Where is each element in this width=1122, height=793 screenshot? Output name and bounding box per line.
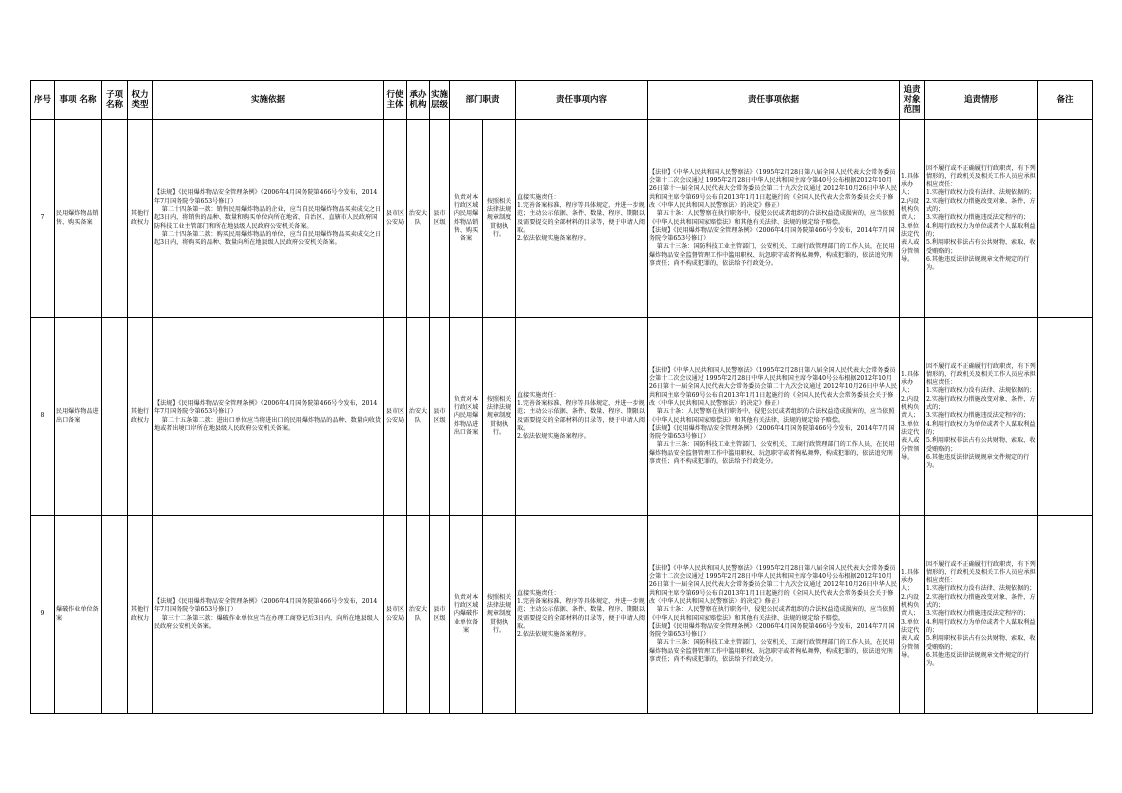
header-row	[31, 81, 1093, 120]
cell-seq: 8	[31, 318, 55, 516]
header-org: 承办机构	[407, 81, 430, 120]
table-row	[31, 120, 1093, 318]
header-duty: 部门职责	[450, 81, 516, 120]
cell-scope: 1.具体承办人； 2.内设机构负责人； 3.单位法定代表人或分管领导。	[900, 120, 925, 318]
cell-duty: 负责对本行政区域内爆破作业单位备案	[450, 516, 483, 714]
cell-basis: 【法规】《民用爆炸物品安全管理条例》（2006年4月国务院第466号令发布，2014年7月国务院令第653号修订） 第二十四条第一款：销售民用爆炸物品的企业，应当自民用爆炸物品买卖成交之日起3日内，将销售的品种、数量和购买单位向所在地省、自治区、直辖市人民政府国防科技工业主管部门和所在地县级人民政府公安机关备案。 第二十四条第二款：购买民用爆炸物品的单位，应当自民用爆炸物品买卖成交之日起3日内，将购买的品种、数量向所在地县级人民政府公安机关备案。	[153, 120, 384, 318]
cell-circ: 因不履行或不正确履行行政职责，有下列情形的，行政机关及相关工作人员应承担相应责任： 1.实施行政权力没有法律、法规依据的； 2.实施行政权力措施改变对象、条件、方式的； 3.实施行政权力措施违反法定程序的； 4.利用行政权力为单位或者个人谋取利益的； 5.利用职权非法占有公共财物、索取、收受贿赂的； 6.其他违反法律法规规章文件规定的行为。	[925, 318, 1038, 516]
cell-level: 县市区级	[430, 120, 450, 318]
cell-subject: 县市区公安局	[384, 120, 407, 318]
cell-legal: 【法律】《中华人民共和国人民警察法》（1995年2月28日第八届全国人民代表大会常务委员会第十二次会议通过 1995年2月28日中华人民共和国主席令第40号公布根据2012年10月26日第十一届全国人民代表大会常务委员会第二十九次会议通过 2012年10月26日中华人民共和国主席令第69号公布自2013年1月1日起施行的《全国人民代表大会常务委员会关于修改〈中华人民共和国人民警察法〉的决定》修正） 第五十条：人民警察在执行职务中，侵犯公民或者组织的合法权益造成损害的，应当依照《中华人民共和国国家赔偿法》和其他有关法律、法规的规定给予赔偿。 【法规】《民用爆炸物品安全管理条例》（2006年4月国务院第466号令发布，2014年7月国务院令第653号修订） 第五十三条：国防科技工业主管部门、公安机关、工商行政管理部门的工作人员，在民用爆炸物品安全监督管理工作中滥用职权、玩忽职守或者徇私舞弊，构成犯罪的，依法追究刑事责任；尚不构成犯罪的，依法给予行政处分。	[648, 516, 900, 714]
cell-duty: 负责对本行政区域内民用爆炸物品销售、购买备案	[450, 120, 483, 318]
header-item-name: 事项 名称	[55, 81, 102, 120]
header-note: 备注	[1038, 81, 1093, 120]
cell-power-type: 其他行政权力	[128, 516, 153, 714]
cell-org: 治安大队	[407, 516, 430, 714]
cell-note	[1038, 318, 1093, 516]
table-row	[31, 318, 1093, 516]
cell-resp: 直接实施责任： 1.完善备案标准、程序等具体规定，并进一步规范；主动公示依据、条件、数量、程序、期限以及需要提交的全部材料的目录等，便于申请人阅取。 2.依法依规实施备案程序。	[516, 318, 648, 516]
cell-duty-execution: 按照相关法律法规规章制度贯彻执行。	[483, 318, 516, 516]
cell-power-type: 其他行政权力	[128, 120, 153, 318]
cell-scope: 1.具体承办人； 2.内设机构负责人； 3.单位法定代表人或分管领导。	[900, 318, 925, 516]
cell-item-name: 爆破作业单位备案	[55, 516, 102, 714]
cell-basis: 【法规】《民用爆炸物品安全管理条例》（2006年4月国务院第466号令发布，2014年7月国务院令第653号修订） 第三十二条第三款：爆破作业单位应当在办理工商登记后3日内，向所在地县级人民政府公安机关备案。	[153, 516, 384, 714]
cell-basis: 【法规】《民用爆炸物品安全管理条例》（2006年4月国务院第466号令发布，2014年7月国务院令第653号修订） 第二十五条第二款：进出口单位应当将进出口的民用爆炸物品的品种、数量向收货地或者出境口岸所在地县级人民政府公安机关备案。	[153, 318, 384, 516]
header-sub-item: 子项名称	[102, 81, 128, 120]
header-legal: 责任事项依据	[648, 81, 900, 120]
cell-item-name: 民用爆炸物品销售、购买备案	[55, 120, 102, 318]
cell-note	[1038, 120, 1093, 318]
header-level: 实施层级	[430, 81, 450, 120]
cell-resp: 直接实施责任： 1.完善备案标准、程序等具体规定，并进一步规范；主动公示依据、条件、数量、程序、期限以及需要提交的全部材料的目录等，便于申请人阅取。 2.依法依规实施备案程序。	[516, 516, 648, 714]
cell-scope: 1.具体承办人； 2.内设机构负责人； 3.单位法定代表人或分管领导。	[900, 516, 925, 714]
cell-note	[1038, 516, 1093, 714]
cell-legal: 【法律】《中华人民共和国人民警察法》（1995年2月28日第八届全国人民代表大会常务委员会第十二次会议通过 1995年2月28日中华人民共和国主席令第40号公布根据2012年10月26日第十一届全国人民代表大会常务委员会第二十九次会议通过 2012年10月26日中华人民共和国主席令第69号公布自2013年1月1日起施行的《全国人民代表大会常务委员会关于修改〈中华人民共和国人民警察法〉的决定》修正） 第五十条：人民警察在执行职务中，侵犯公民或者组织的合法权益造成损害的，应当依照《中华人民共和国国家赔偿法》和其他有关法律、法规的规定给予赔偿。 【法规】《民用爆炸物品安全管理条例》（2006年4月国务院第466号令发布，2014年7月国务院令第653号修订） 第五十三条：国防科技工业主管部门、公安机关、工商行政管理部门的工作人员，在民用爆炸物品安全监督管理工作中滥用职权、玩忽职守或者徇私舞弊，构成犯罪的，依法追究刑事责任；尚不构成犯罪的，依法给予行政处分。	[648, 318, 900, 516]
cell-subject: 县市区公安局	[384, 516, 407, 714]
cell-level: 县市区级	[430, 318, 450, 516]
table-row	[31, 516, 1093, 714]
cell-duty-execution: 按照相关法律法规规章制度贯彻执行。	[483, 516, 516, 714]
header-power-type: 权力类型	[128, 81, 153, 120]
cell-sub-item	[102, 516, 128, 714]
cell-circ: 因不履行或不正确履行行政职责，有下列情形的，行政机关及相关工作人员应承担相应责任： 1.实施行政权力没有法律、法规依据的； 2.实施行政权力措施改变对象、条件、方式的； 3.实施行政权力措施违反法定程序的； 4.利用行政权力为单位或者个人谋取利益的； 5.利用职权非法占有公共财物、索取、收受贿赂的； 6.其他违反法律法规规章文件规定的行为。	[925, 516, 1038, 714]
header-circ: 追责情形	[925, 81, 1038, 120]
cell-seq: 9	[31, 516, 55, 714]
cell-resp: 直接实施责任： 1.完善备案标准、程序等具体规定，并进一步规范；主动公示依据、条件、数量、程序、期限以及需要提交的全部材料的目录等，便于申请人阅取。 2.依法依规实施备案程序。	[516, 120, 648, 318]
cell-legal: 【法律】《中华人民共和国人民警察法》（1995年2月28日第八届全国人民代表大会常务委员会第十二次会议通过 1995年2月28日中华人民共和国主席令第40号公布根据2012年10月26日第十一届全国人民代表大会常务委员会第二十九次会议通过 2012年10月26日中华人民共和国主席令第69号公布自2013年1月1日起施行的《全国人民代表大会常务委员会关于修改〈中华人民共和国人民警察法〉的决定》修正） 第五十条：人民警察在执行职务中，侵犯公民或者组织的合法权益造成损害的，应当依照《中华人民共和国国家赔偿法》和其他有关法律、法规的规定给予赔偿。 【法规】《民用爆炸物品安全管理条例》（2006年4月国务院第466号令发布，2014年7月国务院令第653号修订） 第五十三条：国防科技工业主管部门、公安机关、工商行政管理部门的工作人员，在民用爆炸物品安全监督管理工作中滥用职权、玩忽职守或者徇私舞弊，构成犯罪的，依法追究刑事责任；尚不构成犯罪的，依法给予行政处分。	[648, 120, 900, 318]
cell-sub-item	[102, 120, 128, 318]
cell-level: 县市区级	[430, 516, 450, 714]
cell-seq: 7	[31, 120, 55, 318]
header-basis: 实施依据	[153, 81, 384, 120]
header-scope: 追责对象范围	[900, 81, 925, 120]
cell-duty-execution: 按照相关法律法规规章制度贯彻执行。	[483, 120, 516, 318]
cell-subject: 县市区公安局	[384, 318, 407, 516]
header-subject: 行使主体	[384, 81, 407, 120]
cell-power-type: 其他行政权力	[128, 318, 153, 516]
cell-duty: 负责对本行政区域内民用爆炸物品进出口备案	[450, 318, 483, 516]
cell-item-name: 民用爆炸物品进出口备案	[55, 318, 102, 516]
header-resp: 责任事项内容	[516, 81, 648, 120]
header-seq: 序号	[31, 81, 55, 120]
responsibility-table	[30, 80, 1093, 714]
cell-circ: 因不履行或不正确履行行政职责，有下列情形的，行政机关及相关工作人员应承担相应责任： 1.实施行政权力没有法律、法规依据的； 2.实施行政权力措施改变对象、条件、方式的； 3.实施行政权力措施违反法定程序的； 4.利用行政权力为单位或者个人谋取利益的； 5.利用职权非法占有公共财物、索取、收受贿赂的； 6.其他违反法律法规规章文件规定的行为。	[925, 120, 1038, 318]
cell-sub-item	[102, 318, 128, 516]
cell-org: 治安大队	[407, 318, 430, 516]
cell-org: 治安大队	[407, 120, 430, 318]
